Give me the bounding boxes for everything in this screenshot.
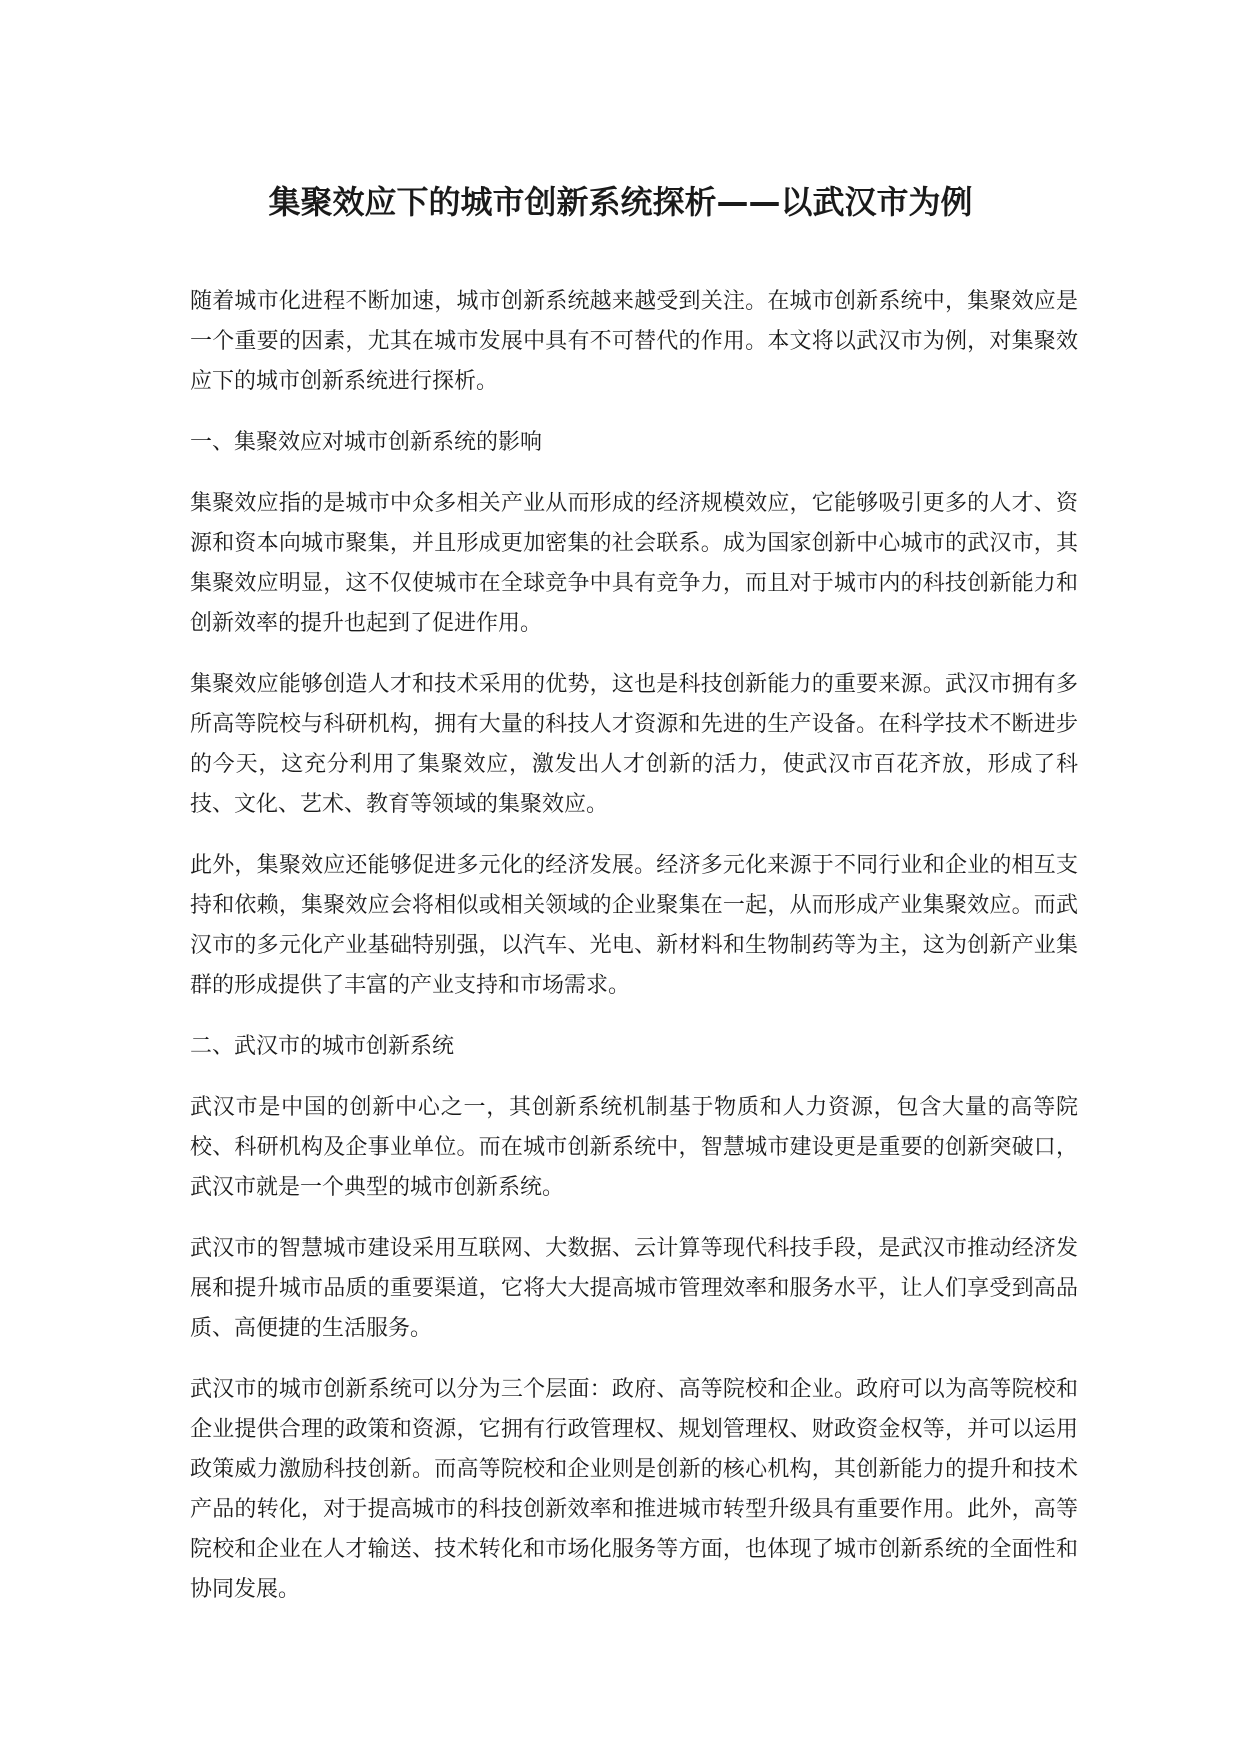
paragraph: 集聚效应指的是城市中众多相关产业从而形成的经济规模效应，它能够吸引更多的人才、资源和资本向城市聚集，并且形成更加密集的社会联系。成为国家创新中心城市的武汉市，其集聚效应明显，这不仅使城市在全球竞争中具有竞争力，而且对于城市内的科技创新能力和创新效率的提升也起到了促进作用。 [190,491,1078,636]
document-body [190,282,1078,1631]
paragraph: 武汉市的智慧城市建设采用互联网、大数据、云计算等现代科技手段，是武汉市推动经济发展和提升城市品质的重要渠道，它将大大提高城市管理效率和服务水平，让人们享受到高品质、高便捷的生活服务。 [190,1236,1078,1341]
paragraph: 武汉市是中国的创新中心之一，其创新系统机制基于物质和人力资源，包含大量的高等院校、科研机构及企事业单位。而在城市创新系统中，智慧城市建设更是重要的创新突破口，武汉市就是一个典型的城市创新系统。 [190,1095,1078,1200]
document-title: 集聚效应下的城市创新系统探析——以武汉市为例 [268,183,973,221]
paragraph: 武汉市的城市创新系统可以分为三个层面：政府、高等院校和企业。政府可以为高等院校和企业提供合理的政策和资源，它拥有行政管理权、规划管理权、财政资金权等，并可以运用政策威力激励科技创新。而高等院校和企业则是创新的核心机构，其创新能力的提升和技术产品的转化，对于提高城市的科技创新效率和推进城市转型升级具有重要作用。此外，高等院校和企业在人才输送、技术转化和市场化服务等方面，也体现了城市创新系统的全面性和协同发展。 [190,1377,1078,1602]
paragraph: 集聚效应能够创造人才和技术采用的优势，这也是科技创新能力的重要来源。武汉市拥有多所高等院校与科研机构，拥有大量的科技人才资源和先进的生产设备。在科学技术不断进步的今天，这充分利用了集聚效应，激发出人才创新的活力，使武汉市百花齐放，形成了科技、文化、艺术、教育等领域的集聚效应。 [190,672,1078,817]
section-heading-2: 二、武汉市的城市创新系统 [190,1034,455,1059]
paragraph: 此外，集聚效应还能够促进多元化的经济发展。经济多元化来源于不同行业和企业的相互支持和依赖，集聚效应会将相似或相关领域的企业聚集在一起，从而形成产业集聚效应。而武汉市的多元化产业基础特别强，以汽车、光电、新材料和生物制药等为主，这为创新产业集群的形成提供了丰富的产业支持和市场需求。 [190,853,1078,998]
section-heading-1: 一、集聚效应对城市创新系统的影响 [190,430,543,455]
paragraph-intro: 随着城市化进程不断加速，城市创新系统越来越受到关注。在城市创新系统中，集聚效应是一个重要的因素，尤其在城市发展中具有不可替代的作用。本文将以武汉市为例，对集聚效应下的城市创新系统进行探析。 [190,289,1078,394]
